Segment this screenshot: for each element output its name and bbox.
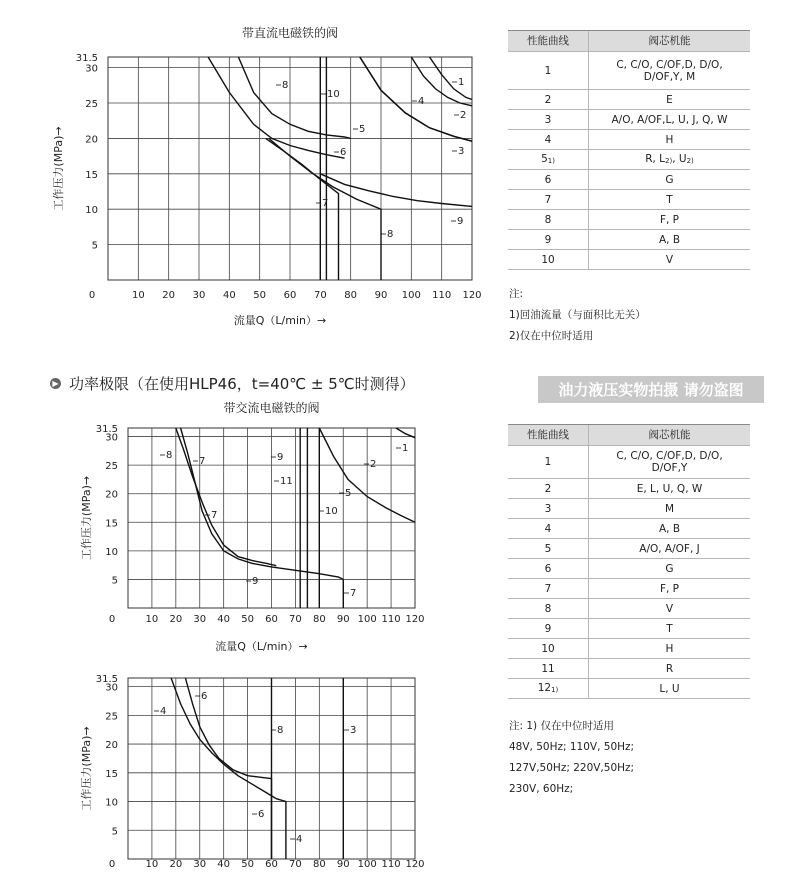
curve-label: 3 <box>350 725 357 736</box>
x-tick-label: 70 <box>289 614 302 625</box>
curve-number: 1 <box>508 52 589 90</box>
spool-function: A/O, A/OF,L, U, J, Q, W <box>589 110 751 130</box>
x-tick-label: 10 <box>131 290 145 301</box>
x-axis-title: 流量Q（L/min）→ <box>215 640 308 653</box>
x-tick-label: 50 <box>253 290 267 301</box>
curve-number: 2 <box>508 479 589 499</box>
curve-label: 8 <box>277 725 284 736</box>
x-tick-label: 100 <box>357 859 377 870</box>
x-tick-label: 90 <box>336 859 350 870</box>
table-row <box>508 230 750 250</box>
spool-function: F, P <box>589 210 751 230</box>
x-tick-label: 20 <box>169 614 183 625</box>
x-tick-label: 120 <box>405 614 425 625</box>
curve-number: 5 <box>508 539 589 559</box>
curve-number: 7 <box>508 190 589 210</box>
note-line: 48V, 50Hz; 110V, 50Hz; <box>509 741 635 753</box>
table-row <box>508 170 750 190</box>
table-row <box>508 150 750 170</box>
curve-label: 8 <box>166 450 173 461</box>
chart-title: 带交流电磁铁的阀 <box>223 401 320 415</box>
y-tick-label: 31.5 <box>75 53 98 64</box>
note-line: 1)回油流量（与面积比无关） <box>509 309 646 321</box>
curve-number: 7 <box>508 579 589 599</box>
header-function: 阀芯机能 <box>589 31 751 52</box>
curve-label: 11 <box>280 476 293 487</box>
spool-function: H <box>589 639 751 659</box>
curve-4-line <box>360 57 472 141</box>
x-tick-label: 30 <box>193 859 207 870</box>
y-tick-label: 5 <box>111 826 118 838</box>
x-tick-label: 0 <box>108 614 116 625</box>
note-line: 127V,50Hz; 220V,50Hz; <box>509 762 635 774</box>
x-tick-label: 10 <box>145 614 159 625</box>
curve-number: 2 <box>508 90 589 110</box>
header-curve: 性能曲线 <box>508 31 589 52</box>
x-tick-label: 80 <box>312 614 326 625</box>
y-tick-label: 30 <box>105 682 118 694</box>
grid <box>108 57 472 280</box>
y-tick-label: 20 <box>105 489 118 501</box>
note-line: 注: 1) 仅在中位时适用 <box>509 720 614 732</box>
x-tick-label: 60 <box>283 290 297 301</box>
spool-function: A, B <box>589 230 751 250</box>
y-tick-label: 15 <box>85 169 98 181</box>
spool-function: E <box>589 90 751 110</box>
ac-valve-chart-2 <box>0 664 500 879</box>
curve-label: 4 <box>160 706 167 717</box>
header-function: 阀芯机能 <box>589 425 751 446</box>
spool-function: A/O, A/OF, J <box>589 539 751 559</box>
curve-number: 3 <box>508 110 589 130</box>
table-row <box>508 659 750 679</box>
table-row <box>508 210 750 230</box>
curve-table-dc <box>508 30 750 270</box>
x-axis-title: 流量Q（L/min）→ <box>233 314 327 327</box>
curve-number: 3 <box>508 499 589 519</box>
curve-4-line <box>171 678 286 859</box>
curve-number: 6 <box>508 559 589 579</box>
y-tick-label: 5 <box>111 575 118 587</box>
watermark: 油力液压实物拍摄 请勿盗图 <box>538 376 764 403</box>
y-axis-title: 工作压力(MPa)→ <box>52 126 65 211</box>
x-tick-label: 40 <box>217 614 231 625</box>
curve-label: 9 <box>277 452 284 463</box>
y-tick-label: 31.5 <box>95 674 118 685</box>
x-tick-label: 40 <box>222 290 236 301</box>
x-tick-label: 0 <box>88 290 96 301</box>
y-tick-label: 20 <box>105 740 118 752</box>
table-row <box>508 539 750 559</box>
y-tick-label: 5 <box>91 240 98 252</box>
y-axis-title: 工作压力(MPa)→ <box>80 726 93 811</box>
curve-label: 8 <box>387 229 394 240</box>
y-tick-label: 20 <box>85 134 98 146</box>
spool-function: C, C/O, C/OF,D, D/O, D/OF,Y <box>589 446 751 479</box>
table-row <box>508 499 750 519</box>
table-row <box>508 619 750 639</box>
y-tick-label: 25 <box>105 461 118 473</box>
curve-number: 4 <box>508 519 589 539</box>
curve-table-ac <box>508 424 750 699</box>
spool-function: F, P <box>589 579 751 599</box>
curve-number: 1 <box>508 446 589 479</box>
table-row <box>508 190 750 210</box>
spool-function: H <box>589 130 751 150</box>
spool-function: R <box>589 659 751 679</box>
ac-valve-chart <box>0 400 500 660</box>
x-tick-label: 30 <box>192 290 206 301</box>
x-tick-label: 90 <box>374 290 388 301</box>
y-tick-label: 25 <box>105 711 118 723</box>
curve-label: 3 <box>458 146 465 157</box>
x-tick-label: 120 <box>405 859 425 870</box>
dc-valve-chart <box>0 0 500 340</box>
y-tick-label: 10 <box>105 546 118 558</box>
curve-number: 9 <box>508 230 589 250</box>
table-row <box>508 679 750 699</box>
table-row <box>508 110 750 130</box>
bullet-icon: ▶ <box>50 378 61 389</box>
spool-function: G <box>589 170 751 190</box>
spool-function: E, L, U, Q, W <box>589 479 751 499</box>
curve-label: 6 <box>201 691 208 702</box>
curve-label: 2 <box>460 110 467 121</box>
curve-label: 6 <box>340 147 347 158</box>
curve-9-line <box>176 428 276 566</box>
curve-label: 10 <box>327 89 340 100</box>
note-line: 注: <box>509 288 524 300</box>
table-row <box>508 479 750 499</box>
x-tick-label: 110 <box>432 290 452 301</box>
x-tick-label: 100 <box>401 290 421 301</box>
table-row <box>508 579 750 599</box>
x-tick-label: 110 <box>381 614 401 625</box>
curve-label: 1 <box>402 443 409 454</box>
curve-number: 6 <box>508 170 589 190</box>
curve-label: 7 <box>350 588 357 599</box>
curve-9-line <box>320 174 472 207</box>
note-line: 2)仅在中位时适用 <box>509 330 594 342</box>
table-row <box>508 52 750 90</box>
y-tick-label: 10 <box>105 797 118 809</box>
x-tick-label: 80 <box>344 290 358 301</box>
table-row <box>508 90 750 110</box>
x-tick-label: 80 <box>312 859 326 870</box>
curve-label: 6 <box>258 809 265 820</box>
curve-number: 11 <box>508 659 589 679</box>
table-row <box>508 446 750 479</box>
y-tick-label: 31.5 <box>95 424 118 435</box>
y-tick-label: 15 <box>105 518 118 530</box>
x-tick-label: 20 <box>169 859 183 870</box>
spool-function: G <box>589 559 751 579</box>
curve-number: $5_{1)}$ <box>508 150 589 170</box>
curve-label: 7 <box>211 510 218 521</box>
y-tick-label: 15 <box>105 768 118 780</box>
table-row <box>508 519 750 539</box>
x-tick-label: 50 <box>241 614 254 625</box>
table-row <box>508 599 750 619</box>
curve-number: 8 <box>508 599 589 619</box>
curve-number: 10 <box>508 639 589 659</box>
table-row <box>508 559 750 579</box>
notes-dc <box>509 284 646 347</box>
curve-label: 9 <box>457 216 464 227</box>
spool-function: V <box>589 599 751 619</box>
x-tick-label: 110 <box>381 859 401 870</box>
spool-function: R, $L_{2)}$, $U_{2)}$ <box>589 150 751 170</box>
curve-number: 4 <box>508 130 589 150</box>
table-row <box>508 639 750 659</box>
curve-number: 10 <box>508 250 589 270</box>
section-title: 功率极限（在使用HLP46，t=40℃ ± 5℃时测得） <box>69 375 415 393</box>
spool-function: C, C/O, C/OF,D, D/O, D/OF,Y, M <box>589 52 751 90</box>
curve-number: 9 <box>508 619 589 639</box>
curve-label: 7 <box>199 456 206 467</box>
curve-label: 1 <box>458 77 465 88</box>
y-tick-label: 30 <box>105 432 118 444</box>
y-tick-label: 25 <box>85 99 98 111</box>
table-row <box>508 130 750 150</box>
spool-function: T <box>589 190 751 210</box>
chart-title: 带直流电磁铁的阀 <box>241 26 339 40</box>
spool-function: M <box>589 499 751 519</box>
curve-3-line <box>360 57 472 141</box>
curve-1-line <box>430 57 473 100</box>
x-tick-label: 70 <box>313 290 327 301</box>
x-tick-label: 120 <box>462 290 482 301</box>
spool-function: L, U <box>589 679 751 699</box>
curve-label: 5 <box>345 488 352 499</box>
x-tick-label: 50 <box>241 859 254 870</box>
x-tick-label: 70 <box>289 859 302 870</box>
power-limit-heading <box>50 373 415 394</box>
curve-label: 2 <box>370 459 377 470</box>
curve-number: $12_{1)}$ <box>508 679 589 699</box>
curve-label: 9 <box>252 576 259 587</box>
curve-label: 5 <box>359 124 366 135</box>
spool-function: V <box>589 250 751 270</box>
x-tick-label: 30 <box>193 614 207 625</box>
x-tick-label: 100 <box>357 614 377 625</box>
y-axis-title: 工作压力(MPa)→ <box>80 475 93 561</box>
spool-function: A, B <box>589 519 751 539</box>
spool-function: T <box>589 619 751 639</box>
curve-number: 8 <box>508 210 589 230</box>
x-tick-label: 10 <box>145 859 159 870</box>
curve-label: 10 <box>325 506 338 517</box>
y-tick-label: 10 <box>85 205 98 217</box>
x-tick-label: 60 <box>265 614 278 625</box>
x-tick-label: 40 <box>217 859 231 870</box>
curve-label: 7 <box>322 198 329 209</box>
x-tick-label: 0 <box>108 859 116 870</box>
curve-6-line <box>208 57 345 158</box>
curve-label: 8 <box>282 80 289 91</box>
x-tick-label: 90 <box>336 614 350 625</box>
curve-label: 4 <box>296 834 303 845</box>
table-row <box>508 250 750 270</box>
notes-ac <box>509 716 634 800</box>
x-tick-label: 60 <box>265 859 278 870</box>
header-curve: 性能曲线 <box>508 425 589 446</box>
x-tick-label: 20 <box>162 290 176 301</box>
curve-label: 4 <box>418 96 425 107</box>
y-tick-label: 30 <box>85 63 98 75</box>
note-line: 230V, 60Hz; <box>509 783 574 795</box>
